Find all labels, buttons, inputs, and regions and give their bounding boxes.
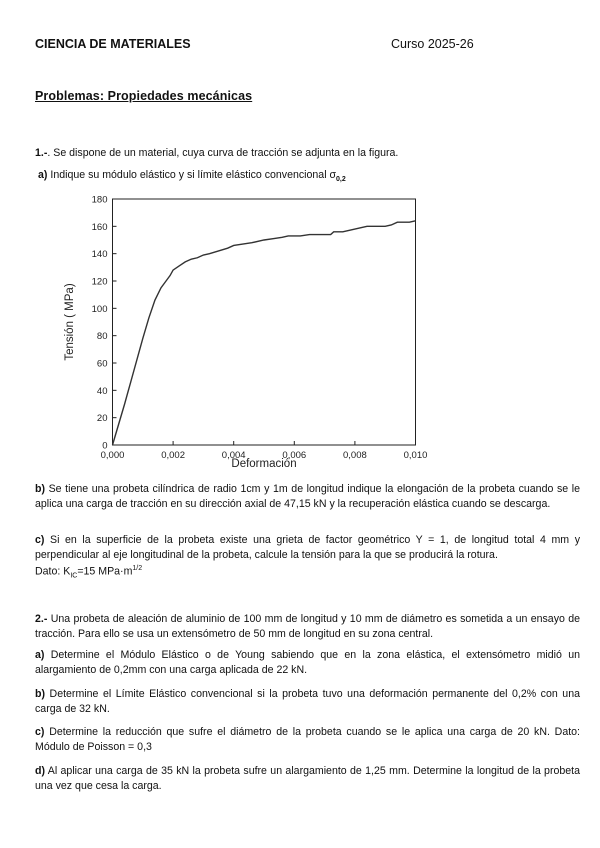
p2-part-d-label: d) — [35, 765, 45, 777]
stress-strain-chart — [0, 180, 600, 480]
p2-part-b-label: b) — [35, 688, 45, 700]
course-name: CIENCIA DE MATERIALES — [35, 37, 191, 51]
y-tick-label: 120 — [91, 276, 108, 288]
problem-2-number: 2.- — [35, 613, 48, 625]
y-tick-label: 0 — [102, 440, 108, 452]
x-tick-label: 0,008 — [343, 450, 367, 461]
problem-2-part-b — [35, 687, 580, 716]
p2-part-c-label: c) — [35, 726, 45, 738]
part-c-dato: Dato: K — [35, 565, 71, 578]
y-tick-label: 180 — [91, 194, 108, 206]
stress-strain-curve — [113, 221, 416, 445]
problem-1-part-b — [35, 482, 580, 511]
problem-2-intro — [35, 612, 580, 641]
y-tick-label: 60 — [96, 358, 108, 370]
part-a-text: Indique su módulo elástico y si límite elástico convencional σ — [50, 169, 337, 181]
p2-part-b-text: Determine el Límite Elástico convencional si la probeta tuvo una deformación permanente del 0,2% con una carga de 32 kN. — [35, 688, 580, 715]
x-axis-label: Deformación — [231, 458, 297, 470]
plot-frame — [113, 199, 416, 445]
course-year: Curso 2025-26 — [391, 37, 474, 51]
problem-1-part-c — [35, 533, 580, 584]
section-title: Problemas: Propiedades mecánicas — [35, 89, 253, 103]
y-tick-label: 160 — [91, 221, 108, 233]
y-tick-label: 100 — [91, 303, 108, 315]
problem-1-intro — [35, 146, 398, 160]
y-tick-label: 20 — [96, 413, 108, 425]
part-c-text: Si en la superficie de la probeta existe una grieta de factor geométrico Y = 1, de longitud total 4 mm y perpendicular al eje longitudinal de la probeta, calcule la tensión para la que se producirá la rotura. — [35, 534, 580, 561]
x-tick-label: 0,000 — [100, 450, 125, 461]
y-tick-label: 140 — [91, 249, 108, 261]
p2-part-d-text: Al aplicar una carga de 35 kN la probeta sufre un alargamiento de 1,25 mm. Determine la longitud de la probeta una vez que cesa la carga. — [35, 765, 580, 792]
problem-2-part-a — [35, 648, 580, 677]
part-c-dato-value: =15 MPa·m — [77, 565, 133, 578]
y-tick-label: 80 — [96, 331, 108, 343]
problem-1-number: 1.- — [35, 147, 48, 159]
part-a-label: a) — [38, 169, 48, 181]
p2-part-a-text: Determine el Módulo Elástico o de Young sabiendo que en la zona elástica, el extensómetro midió un alargamiento de 0,2mm con una carga aplicada de 22 kN. — [35, 649, 580, 676]
problem-2-part-c — [35, 725, 580, 754]
x-tick-label: 0,010 — [403, 450, 428, 461]
unit-exponent: 1/2 — [132, 565, 143, 573]
sigma-subscript: 0,2 — [336, 176, 346, 184]
part-b-label: b) — [35, 483, 45, 495]
p2-part-a-label: a) — [35, 649, 45, 661]
problem-2-part-d — [35, 764, 580, 793]
part-b-text: Se tiene una probeta cilíndrica de radio 1cm y 1m de longitud indique la elongación de la probeta cuando se le aplica una carga de tracción en su dirección axial de 47,15 kN y la recuperación elástica cuando se descarga. — [35, 483, 580, 510]
x-tick-label: 0,004 — [221, 450, 246, 461]
kic-subscript: IC — [70, 572, 78, 580]
p2-part-c-text: Determine la reducción que sufre el diámetro de la probeta cuando se le aplica una carga de 20 kN. Dato: Módulo de Poisson = 0,3 — [35, 726, 581, 753]
problem-1-intro-text: . Se dispone de un material, cuya curva de tracción se adjunta en la figura. — [47, 147, 399, 159]
part-c-label: c) — [35, 534, 45, 546]
x-tick-label: 0,006 — [282, 450, 307, 461]
y-tick-label: 40 — [96, 385, 108, 397]
x-tick-label: 0,002 — [161, 450, 185, 461]
problem-2-intro-text: Una probeta de aleación de aluminio de 100 mm de longitud y 10 mm de diámetro es sometida a un ensayo de tracción. Para ello se usa un extensómetro de 50 mm de longitud en su zona central. — [35, 613, 580, 640]
y-axis-label: Tensión ( MPa) — [64, 283, 76, 361]
